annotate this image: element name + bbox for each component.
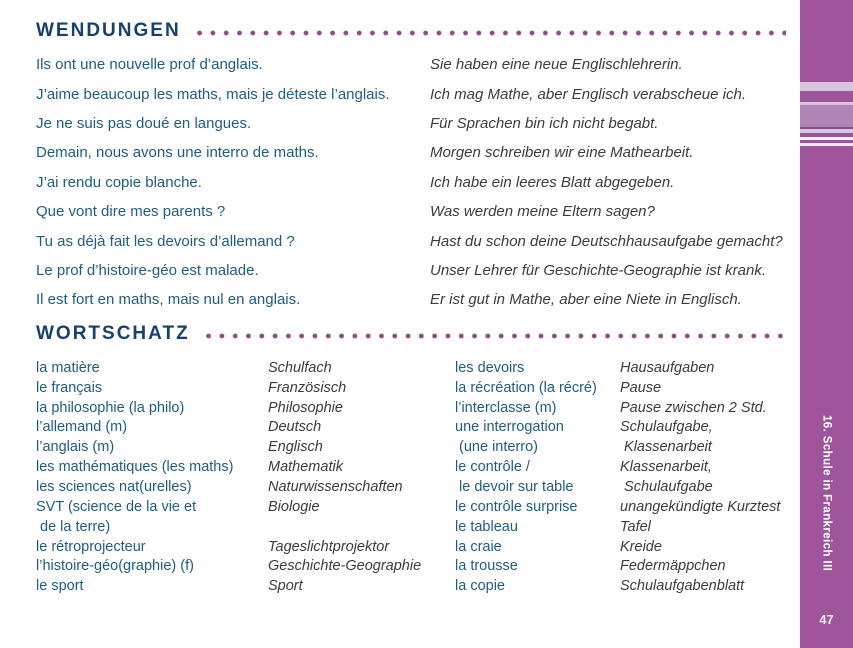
phrase-german: Für Sprachen bin ich nicht begabt. [430,114,659,132]
vocab-row [455,556,786,576]
section-header-wendungen [36,19,786,43]
vocab-row [36,576,455,596]
sidebar-stripe [800,137,853,140]
vocab-term-german: Philosophie [268,399,343,416]
vocab-term-french: le contrôle / [455,459,530,476]
phrase-french: Que vont dire mes parents ? [36,203,226,221]
phrase-german: Hast du schon deine Deutschhausaufgabe gemacht? [430,232,783,250]
vocab-row [36,418,455,438]
phrase-french: Le prof d’histoire-géo est malade. [36,261,259,279]
vocab-term-german: Hausaufgaben [620,359,715,376]
phrase-row [36,285,786,314]
phrase-french: J’aime beaucoup les maths, mais je déteste l’anglais. [36,85,390,103]
vocab-term-french: le tableau [455,518,518,535]
vocab-term-french: la copie [455,578,505,595]
phrase-french: J’ai rendu copie blanche. [36,173,202,191]
vocab-row [455,437,786,457]
vocab-term-german: Sport [268,578,303,595]
vocab-row [455,457,786,477]
vocab-term-french: SVT (science de la vie et [36,498,197,515]
vocab-term-french: l’interclasse (m) [455,399,557,416]
phrase-french: Il est fort en maths, mais nul en anglais. [36,291,301,309]
vocab-term-german: Tafel [620,518,651,535]
vocab-term-french: le rétroprojecteur [36,538,146,555]
phrase-german: Er ist gut in Mathe, aber eine Niete in Englisch. [430,291,742,309]
phrase-french: Ils ont une nouvelle prof d’anglais. [36,56,263,74]
vocab-term-german: Englisch [268,439,323,456]
vocab-term-german: Mathematik [268,459,343,476]
vocab-term-german: Geschichte-Geographie [268,558,422,575]
vocab-row [36,358,455,378]
vocabulary-table [36,358,786,596]
vocab-term-french: l’histoire-géo(graphie) (f) [36,558,194,575]
vocab-right-list [455,358,786,596]
phrase-row [36,226,786,255]
vocab-term-german: Kreide [620,538,662,555]
vocab-row [36,517,455,537]
vocab-row [455,517,786,537]
vocab-term-french: les sciences nat(urelles) [36,478,192,495]
sidebar-stripe [800,105,853,127]
vocab-term-german: Schulaufgabe, [620,419,713,436]
vocab-term-french: la craie [455,538,502,555]
phrase-french: Je ne suis pas doué en langues. [36,114,252,132]
vocab-row [455,398,786,418]
vocab-term-french: la récréation (la récré) [455,379,597,396]
vocab-term-french: la matière [36,359,100,376]
vocab-row [455,537,786,557]
vocab-left-list [36,358,455,596]
phrase-german: Morgen schreiben wir eine Mathearbeit. [430,144,694,162]
vocab-row [455,576,786,596]
vocab-term-french: de la terre) [36,518,111,535]
vocab-term-french: le français [36,379,103,396]
vocab-term-german: Pause zwischen 2 Std. [620,399,767,416]
phrase-german: Ich habe ein leeres Blatt abgegeben. [430,173,675,191]
vocab-term-french: une interrogation [455,419,564,436]
dotted-divider [206,332,786,340]
section-header-wortschatz [36,322,786,346]
phrase-german: Sie haben eine neue Englischlehrerin. [430,56,683,74]
vocab-term-french: le devoir sur table [455,478,574,495]
vocab-term-french: le sport [36,578,84,595]
phrase-row [36,79,786,108]
phrase-german: Was werden meine Eltern sagen? [430,203,655,221]
phrase-row [36,109,786,138]
phrase-german: Unser Lehrer für Geschichte-Geographie ist krank. [430,261,766,279]
vocab-term-german: Klassenarbeit [620,439,712,456]
vocab-row [455,477,786,497]
vocab-term-german: unangekündigte Kurztest [620,498,781,515]
sidebar-stripe [800,129,853,133]
vocab-row [36,378,455,398]
section-title-wortschatz: WORTSCHATZ [36,323,190,344]
vocab-term-german: Federmäppchen [620,558,726,575]
vocab-term-french: la philosophie (la philo) [36,399,185,416]
vocab-term-german: Pause [620,379,662,396]
vocab-term-german: Schulaufgabenblatt [620,578,745,595]
vocab-term-french: (une interro) [455,439,539,456]
vocab-term-french: les devoirs [455,359,525,376]
vocab-row [455,358,786,378]
phrase-row [36,168,786,197]
sidebar-stripe [800,82,853,91]
page-number: 47 [819,612,834,627]
vocab-row [455,497,786,517]
sidebar-stripe [800,143,853,146]
vocab-term-french: le contrôle surprise [455,498,578,515]
vocab-term-french: l’allemand (m) [36,419,128,436]
vocab-term-german: Tageslichtprojektor [268,538,390,555]
vocab-term-german: Naturwissenschaften [268,478,403,495]
vocab-term-german: Deutsch [268,419,322,436]
chapter-tab-label: 16. Schule in Frankreich III [820,414,833,572]
phrase-row [36,256,786,285]
vocab-term-german: Klassenarbeit, [620,459,712,476]
phrase-german: Ich mag Mathe, aber Englisch verabscheue ich. [430,85,747,103]
section-title-wendungen: WENDUNGEN [36,20,181,41]
vocab-row [36,437,455,457]
phrase-french: Tu as déjà fait les devoirs d’allemand ? [36,232,295,250]
vocab-term-french: les mathématiques (les maths) [36,459,234,476]
vocab-term-german: Schulfach [268,359,332,376]
vocab-row [455,418,786,438]
phrase-list [36,50,786,315]
vocab-row [455,378,786,398]
vocab-row [36,497,455,517]
chapter-sidebar [800,0,853,648]
vocab-term-german: Französisch [268,379,347,396]
vocab-term-french: la trousse [455,558,518,575]
vocab-row [36,477,455,497]
vocab-row [36,556,455,576]
vocab-row [36,398,455,418]
phrase-row [36,197,786,226]
phrase-row [36,138,786,167]
dotted-divider [197,29,786,37]
vocab-row [36,457,455,477]
vocab-row [36,537,455,557]
vocab-term-german: Biologie [268,498,320,515]
phrase-row [36,50,786,79]
phrase-french: Demain, nous avons une interro de maths. [36,144,319,162]
vocab-term-french: l’anglais (m) [36,439,115,456]
vocab-term-german: Schulaufgabe [620,478,713,495]
